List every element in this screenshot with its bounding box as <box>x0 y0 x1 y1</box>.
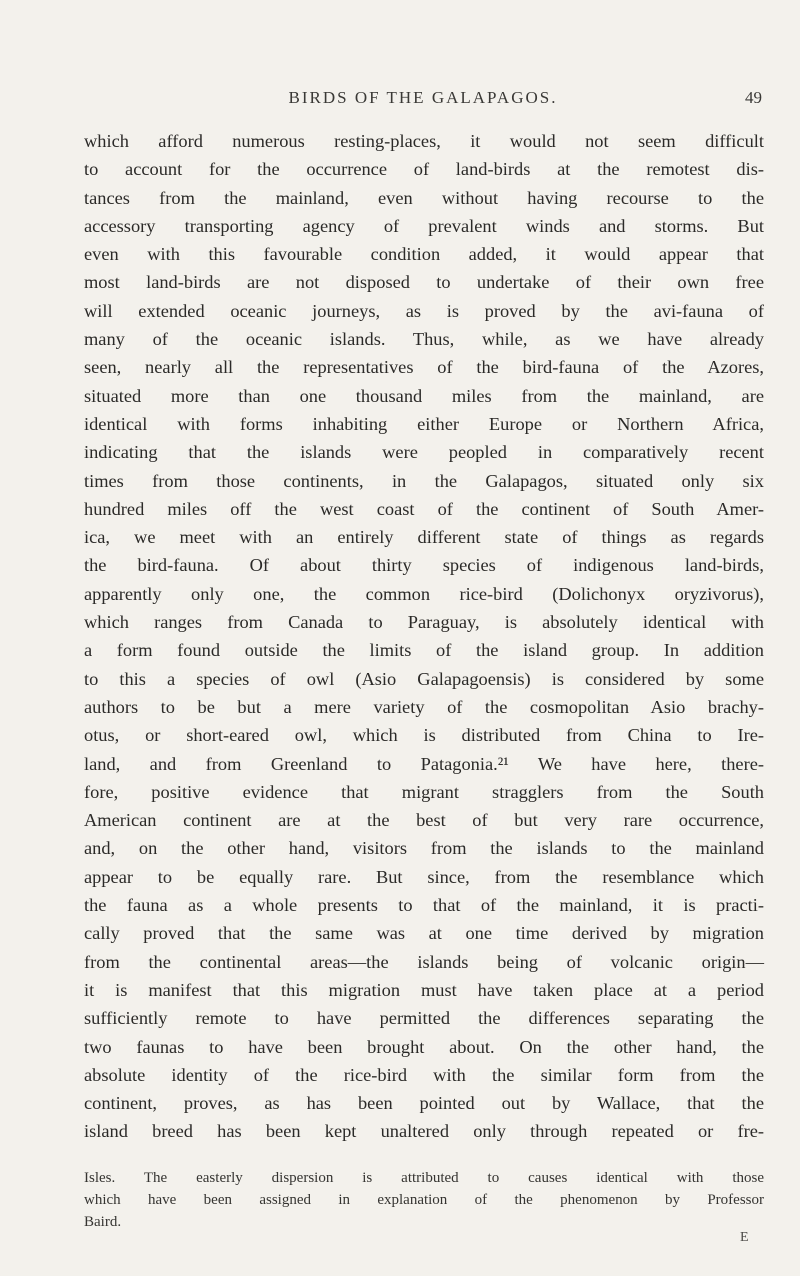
text-line: situated more than one thousand miles from the mainland, are <box>84 385 764 406</box>
text-line: land, and from Greenland to Patagonia.²¹ We have here, there- <box>84 753 764 774</box>
text-line: from the continental areas—the islands being of volcanic origin— <box>84 951 764 972</box>
text-line: appear to be equally rare. But since, from the resemblance which <box>84 866 764 887</box>
text-line: the bird-fauna. Of about thirty species of indigenous land-birds, <box>84 555 764 576</box>
footnote <box>84 1167 764 1233</box>
signature-mark: E <box>740 1230 749 1245</box>
text-line: apparently only one, the common rice-bird (Dolichonyx oryzivorus), <box>84 583 764 604</box>
running-head <box>84 88 762 112</box>
running-title: BIRDS OF THE GALAPAGOS. <box>288 88 558 107</box>
text-line: continent, proves, as has been pointed out by Wallace, that the <box>84 1093 764 1114</box>
text-line: two faunas to have been brought about. On the other hand, the <box>84 1036 764 1057</box>
text-line: tances from the mainland, even without having recourse to the <box>84 187 764 208</box>
text-line: island breed has been kept unaltered only through repeated or fre- <box>84 1121 764 1142</box>
text-line: identical with forms inhabiting either Europe or Northern Africa, <box>84 413 764 434</box>
text-line: fore, positive evidence that migrant stragglers from the South <box>84 781 764 802</box>
footnote-line: Isles. The easterly dispersion is attributed to causes identical with those <box>84 1170 764 1186</box>
text-line: to account for the occurrence of land-birds at the remotest dis- <box>84 159 764 180</box>
text-line: which afford numerous resting-places, it would not seem difficult <box>84 131 764 151</box>
text-line: to this a species of owl (Asio Galapagoensis) is considered by some <box>84 668 764 689</box>
text-line: and, on the other hand, visitors from the islands to the mainland <box>84 838 764 859</box>
text-line: accessory transporting agency of prevalent winds and storms. But <box>84 215 764 236</box>
text-line: a form found outside the limits of the island group. In addition <box>84 640 764 661</box>
text-line: authors to be but a mere variety of the cosmopolitan Asio brachy- <box>84 696 764 717</box>
body-text <box>84 127 764 1146</box>
text-line: it is manifest that this migration must have taken place at a period <box>84 979 764 1000</box>
text-line: many of the oceanic islands. Thus, while, as we have already <box>84 329 764 350</box>
footnote-line: which have been assigned in explanation of the phenomenon by Professor <box>84 1192 764 1208</box>
text-line: the fauna as a whole presents to that of the mainland, it is practi- <box>84 895 764 916</box>
text-line: indicating that the islands were peopled in comparatively recent <box>84 442 764 463</box>
text-line: otus, or short-eared owl, which is distributed from China to Ire- <box>84 725 764 746</box>
text-line: hundred miles off the west coast of the continent of South Amer- <box>84 498 764 519</box>
page-number: 49 <box>745 88 762 107</box>
text-line: sufficiently remote to have permitted the differences separating the <box>84 1008 764 1029</box>
text-line: even with this favourable condition added, it would appear that <box>84 244 764 265</box>
text-line: most land-birds are not disposed to undertake of their own free <box>84 272 764 293</box>
text-line: will extended oceanic journeys, as is proved by the avi-fauna of <box>84 300 764 321</box>
text-line: times from those continents, in the Galapagos, situated only six <box>84 470 764 491</box>
text-line: American continent are at the best of but very rare occurrence, <box>84 810 764 831</box>
text-line: cally proved that the same was at one time derived by migration <box>84 923 764 944</box>
text-line: absolute identity of the rice-bird with the similar form from the <box>84 1064 764 1085</box>
text-line: which ranges from Canada to Paraguay, is absolutely identical with <box>84 612 764 633</box>
text-line: ica, we meet with an entirely different state of things as regards <box>84 527 764 548</box>
footnote-line: Baird. <box>84 1214 122 1230</box>
text-line: seen, nearly all the representatives of the bird-fauna of the Azores, <box>84 357 764 378</box>
